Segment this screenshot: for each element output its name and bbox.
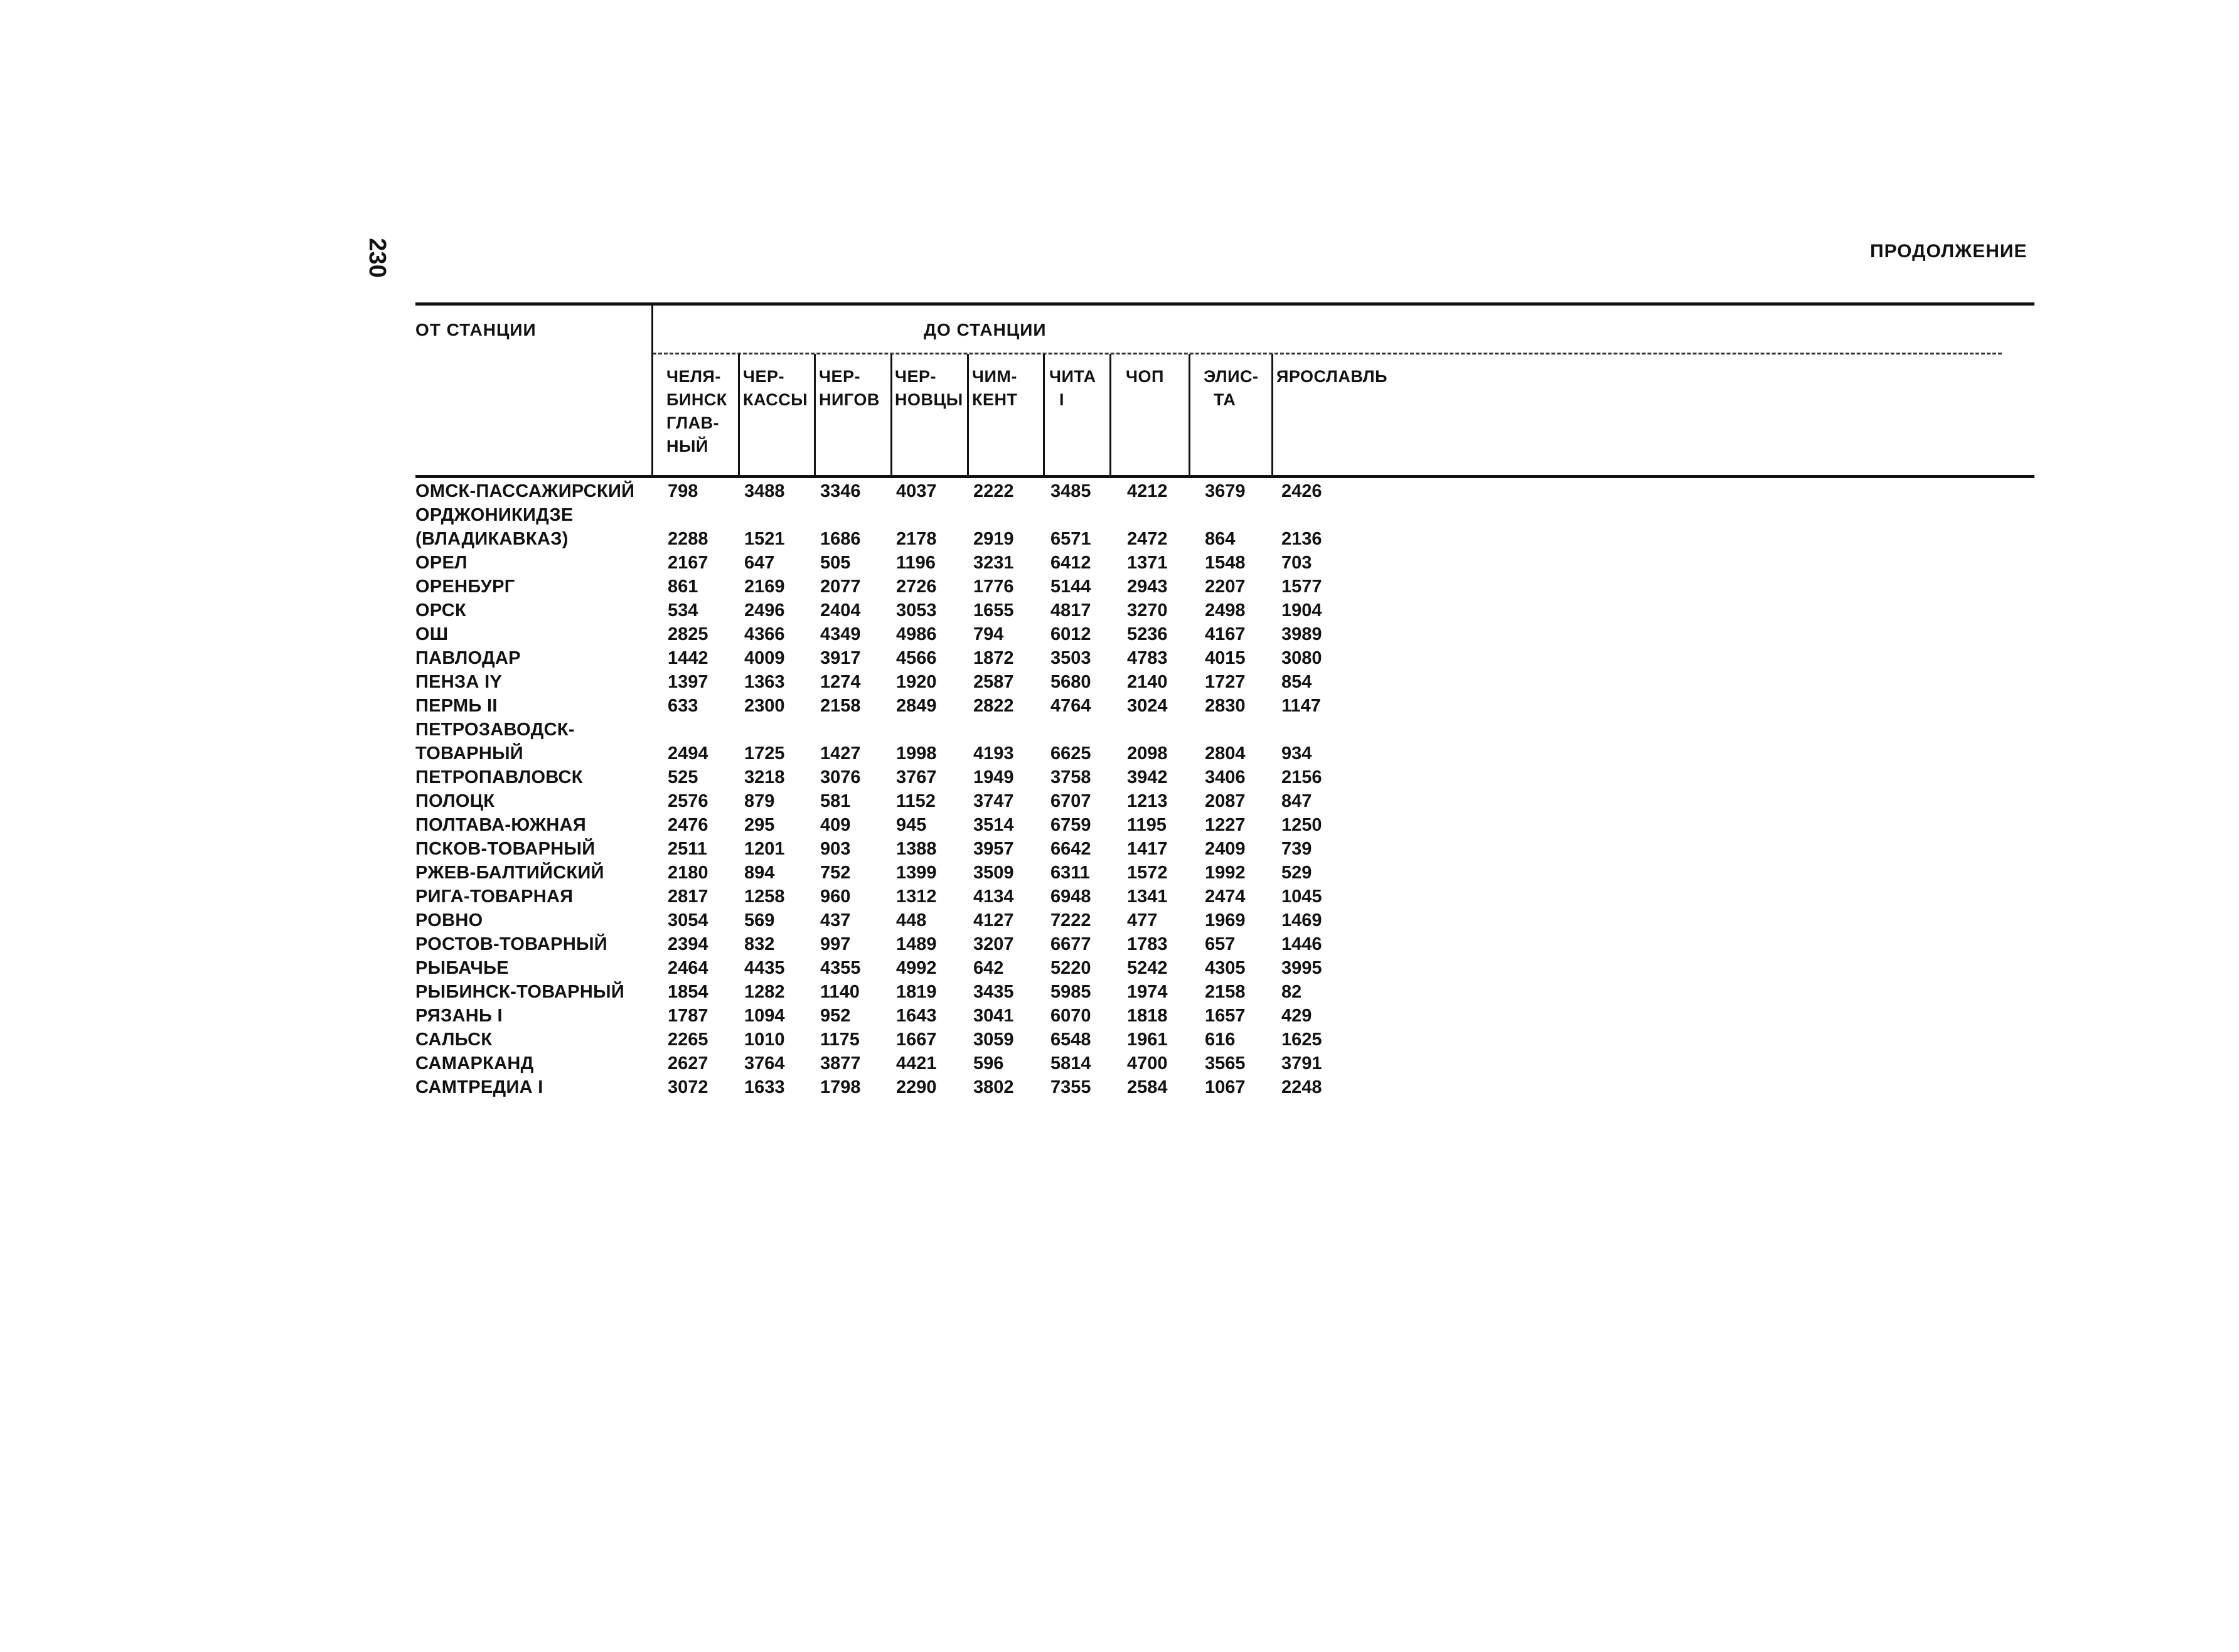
column-divider <box>738 354 740 477</box>
distance-cell: 864 <box>1205 529 1236 549</box>
distance-cell: 861 <box>668 577 698 597</box>
distance-cell: 2158 <box>1205 982 1246 1002</box>
distance-cell: 3942 <box>1127 767 1168 787</box>
station-name: ПЕТРОЗАВОДСК- <box>415 720 575 740</box>
distance-cell: 2265 <box>668 1030 708 1050</box>
distance-cell: 1045 <box>1281 887 1322 907</box>
distance-cell: 4764 <box>1050 696 1091 716</box>
distance-cell: 616 <box>1205 1030 1236 1050</box>
distance-cell: 4127 <box>973 910 1014 930</box>
distance-cell: 2178 <box>896 529 937 549</box>
distance-cell: 3877 <box>820 1053 861 1074</box>
distance-cell: 1282 <box>744 982 785 1002</box>
distance-cell: 3679 <box>1205 481 1246 501</box>
station-column-divider <box>651 304 653 477</box>
distance-cell: 1312 <box>896 887 937 907</box>
distance-cell: 581 <box>820 791 851 811</box>
distance-cell: 1667 <box>896 1030 937 1050</box>
distance-cell: 4349 <box>820 624 861 644</box>
distance-cell: 1818 <box>1127 1006 1168 1026</box>
distance-cell: 2222 <box>973 481 1014 501</box>
distance-cell: 6759 <box>1050 815 1091 835</box>
distance-cell: 2943 <box>1127 577 1168 597</box>
distance-cell: 3485 <box>1050 481 1091 501</box>
distance-cell: 3270 <box>1127 600 1168 621</box>
distance-cell: 2098 <box>1127 743 1168 764</box>
distance-cell: 4037 <box>896 481 937 501</box>
to-station-header: ДО СТАНЦИИ <box>924 320 1047 339</box>
distance-cell: 4015 <box>1205 648 1246 668</box>
distance-cell: 5242 <box>1127 958 1168 978</box>
distance-cell: 1521 <box>744 529 785 549</box>
distance-cell: 2472 <box>1127 529 1168 549</box>
distance-cell: 1776 <box>973 577 1014 597</box>
distance-cell: 429 <box>1281 1006 1312 1026</box>
distance-cell: 2180 <box>668 863 708 883</box>
distance-cell: 6548 <box>1050 1030 1091 1050</box>
distance-cell: 4566 <box>896 648 937 668</box>
distance-cell: 2627 <box>668 1053 708 1074</box>
column-divider <box>1189 354 1190 477</box>
distance-cell: 6642 <box>1050 839 1091 859</box>
distance-cell: 2576 <box>668 791 708 811</box>
distance-cell: 1140 <box>820 982 860 1002</box>
distance-cell: 3957 <box>973 839 1014 859</box>
distance-cell: 5814 <box>1050 1053 1091 1074</box>
station-name: ПСКОВ-ТОВАРНЫЙ <box>415 839 596 859</box>
distance-cell: 1446 <box>1281 934 1322 954</box>
station-name: САМТРЕДИА I <box>415 1077 543 1097</box>
distance-cell: 2167 <box>668 553 708 573</box>
distance-cell: 3072 <box>668 1077 708 1097</box>
distance-cell: 3231 <box>973 553 1014 573</box>
distance-cell: 1067 <box>1205 1077 1246 1097</box>
distance-cell: 5680 <box>1050 672 1091 692</box>
distance-cell: 3024 <box>1127 696 1168 716</box>
distance-cell: 3218 <box>744 767 785 787</box>
station-name: ПЕНЗА IY <box>415 672 503 692</box>
distance-cell: 2077 <box>820 577 861 597</box>
distance-cell: 633 <box>668 696 698 716</box>
station-name: САЛЬСК <box>415 1030 493 1050</box>
distance-cell: 2248 <box>1281 1077 1322 1097</box>
column-header-chernovtsy: ЧЕР- НОВЦЫ <box>895 367 963 409</box>
station-name: ОРЕЛ <box>415 553 468 573</box>
distance-cell: 647 <box>744 553 775 573</box>
distance-cell: 6070 <box>1050 1006 1091 1026</box>
distance-cell: 2207 <box>1205 577 1246 597</box>
table-top-rule <box>415 302 2034 306</box>
distance-cell: 752 <box>820 863 851 883</box>
column-divider <box>1109 354 1111 477</box>
station-name: РЯЗАНЬ I <box>415 1006 503 1026</box>
distance-cell: 1577 <box>1281 577 1322 597</box>
station-name: РИГА-ТОВАРНАЯ <box>415 887 574 907</box>
distance-cell: 5985 <box>1050 982 1091 1002</box>
distance-cell: 703 <box>1281 553 1312 573</box>
distance-cell: 4305 <box>1205 958 1246 978</box>
distance-cell: 1798 <box>820 1077 861 1097</box>
station-name: РЫБАЧЬЕ <box>415 958 509 978</box>
distance-cell: 3041 <box>973 1006 1014 1026</box>
column-header-chimkent: ЧИМ- КЕНТ <box>972 367 1018 409</box>
distance-cell: 3747 <box>973 791 1014 811</box>
distance-cell: 2726 <box>896 577 937 597</box>
distance-cell: 1974 <box>1127 982 1168 1002</box>
distance-cell: 4421 <box>896 1053 937 1074</box>
station-name: ОРЕНБУРГ <box>415 577 515 597</box>
distance-cell: 1195 <box>1127 815 1167 835</box>
station-name: ОМСК-ПАССАЖИРСКИЙ <box>415 481 635 501</box>
distance-cell: 1783 <box>1127 934 1168 954</box>
distance-cell: 794 <box>973 624 1004 644</box>
distance-cell: 529 <box>1281 863 1312 883</box>
continuation-label: ПРОДОЛЖЕНИЕ <box>1870 241 2028 262</box>
distance-cell: 2849 <box>896 696 937 716</box>
distance-cell: 2584 <box>1127 1077 1168 1097</box>
distance-cell: 1489 <box>896 934 937 954</box>
distance-cell: 6012 <box>1050 624 1091 644</box>
distance-cell: 2404 <box>820 600 861 621</box>
page-number: 230 <box>364 238 390 278</box>
distance-cell: 1417 <box>1127 839 1168 859</box>
distance-cell: 4817 <box>1050 600 1091 621</box>
distance-cell: 409 <box>820 815 851 835</box>
distance-cell: 5144 <box>1050 577 1091 597</box>
distance-cell: 1227 <box>1205 815 1246 835</box>
from-station-header: ОТ СТАНЦИИ <box>415 320 537 339</box>
distance-cell: 1969 <box>1205 910 1246 930</box>
column-header-yaroslavl: ЯРОСЛАВЛЬ <box>1276 367 1388 386</box>
distance-cell: 295 <box>744 815 775 835</box>
station-name: САМАРКАНД <box>415 1053 534 1074</box>
distance-cell: 6948 <box>1050 887 1091 907</box>
distance-cell: 534 <box>668 600 698 621</box>
station-name: ОРДЖОНИКИДЗЕ <box>415 505 574 525</box>
distance-cell: 2587 <box>973 672 1014 692</box>
distance-cell: 879 <box>744 791 775 811</box>
distance-cell: 2087 <box>1205 791 1246 811</box>
distance-cell: 1725 <box>744 743 785 764</box>
distance-cell: 1657 <box>1205 1006 1246 1026</box>
distance-cell: 1904 <box>1281 600 1322 621</box>
distance-cell: 3435 <box>973 982 1014 1002</box>
distance-cell: 4700 <box>1127 1053 1168 1074</box>
distance-cell: 3076 <box>820 767 861 787</box>
distance-cell: 2426 <box>1281 481 1322 501</box>
distance-cell: 569 <box>744 910 775 930</box>
distance-cell: 960 <box>820 887 851 907</box>
distance-cell: 1625 <box>1281 1030 1322 1050</box>
distance-cell: 2498 <box>1205 600 1246 621</box>
distance-cell: 3565 <box>1205 1053 1246 1074</box>
distance-cell: 3053 <box>896 600 937 621</box>
distance-cell: 2140 <box>1127 672 1168 692</box>
distance-cell: 6677 <box>1050 934 1091 954</box>
distance-cell: 2496 <box>744 600 785 621</box>
distance-cell: 2825 <box>668 624 708 644</box>
distance-cell: 1442 <box>668 648 708 668</box>
column-divider <box>1271 354 1273 477</box>
distance-cell: 894 <box>744 863 775 883</box>
distance-cell: 1819 <box>896 982 937 1002</box>
station-name: РЫБИНСК-ТОВАРНЫЙ <box>415 982 624 1002</box>
column-header-chop: ЧОП <box>1126 367 1164 386</box>
distance-cell: 525 <box>668 767 698 787</box>
distance-cell: 903 <box>820 839 851 859</box>
distance-cell: 2290 <box>896 1077 937 1097</box>
distance-cell: 847 <box>1281 791 1312 811</box>
distance-cell: 6311 <box>1050 863 1090 883</box>
distance-cell: 2288 <box>668 529 708 549</box>
distance-cell: 2464 <box>668 958 708 978</box>
distance-cell: 2494 <box>668 743 708 764</box>
distance-cell: 4212 <box>1127 481 1168 501</box>
distance-cell: 854 <box>1281 672 1312 692</box>
distance-cell: 2409 <box>1205 839 1246 859</box>
distance-cell: 448 <box>896 910 927 930</box>
distance-cell: 798 <box>668 481 698 501</box>
distance-cell: 945 <box>896 815 927 835</box>
distance-cell: 1854 <box>668 982 708 1002</box>
station-name: (ВЛАДИКАВКАЗ) <box>415 529 569 549</box>
distance-cell: 1686 <box>820 529 861 549</box>
station-name: ОШ <box>415 624 449 644</box>
distance-cell: 1727 <box>1205 672 1246 692</box>
distance-cell: 1397 <box>668 672 708 692</box>
distance-cell: 3059 <box>973 1030 1014 1050</box>
column-header-cherkassy: ЧЕР- КАССЫ <box>743 367 808 409</box>
distance-cell: 2474 <box>1205 887 1246 907</box>
distance-cell: 934 <box>1281 743 1312 764</box>
column-header-chita: ЧИТА I <box>1049 367 1096 409</box>
station-name: ПОЛОЦК <box>415 791 495 811</box>
distance-cell: 3995 <box>1281 958 1322 978</box>
distance-cell: 2136 <box>1281 529 1322 549</box>
distance-cell: 3406 <box>1205 767 1246 787</box>
distance-cell: 4009 <box>744 648 785 668</box>
distance-cell: 3917 <box>820 648 861 668</box>
distance-cell: 596 <box>973 1053 1004 1074</box>
distance-cell: 3503 <box>1050 648 1091 668</box>
distance-cell: 4355 <box>820 958 861 978</box>
distance-cell: 3802 <box>973 1077 1014 1097</box>
distance-cell: 3989 <box>1281 624 1322 644</box>
distance-cell: 4193 <box>973 743 1014 764</box>
distance-cell: 1175 <box>820 1030 860 1050</box>
station-name: ПАВЛОДАР <box>415 648 521 668</box>
distance-cell: 3346 <box>820 481 861 501</box>
distance-cell: 739 <box>1281 839 1312 859</box>
distance-cell: 82 <box>1281 982 1302 1002</box>
station-name: ОРСК <box>415 600 467 621</box>
distance-cell: 6625 <box>1050 743 1091 764</box>
distance-cell: 1998 <box>896 743 937 764</box>
distance-cell: 505 <box>820 553 851 573</box>
distance-cell: 1094 <box>744 1006 785 1026</box>
station-name: РОВНО <box>415 910 483 930</box>
station-name: ПЕТРОПАВЛОВСК <box>415 767 583 787</box>
column-header-elista: ЭЛИС- ТА <box>1204 367 1259 409</box>
distance-cell: 4134 <box>973 887 1014 907</box>
distance-cell: 6571 <box>1050 529 1091 549</box>
header-bottom-rule <box>415 475 2034 478</box>
distance-cell: 952 <box>820 1006 851 1026</box>
distance-cell: 2817 <box>668 887 708 907</box>
distance-cell: 3767 <box>896 767 937 787</box>
distance-cell: 4783 <box>1127 648 1168 668</box>
distance-cell: 1920 <box>896 672 937 692</box>
distance-cell: 2830 <box>1205 696 1246 716</box>
distance-cell: 1399 <box>896 863 937 883</box>
distance-cell: 642 <box>973 958 1004 978</box>
distance-cell: 2300 <box>744 696 785 716</box>
station-name: ПЕРМЬ II <box>415 696 498 716</box>
distance-cell: 1548 <box>1205 553 1246 573</box>
distance-cell: 1643 <box>896 1006 937 1026</box>
distance-cell: 2804 <box>1205 743 1246 764</box>
distance-cell: 997 <box>820 934 851 954</box>
header-dashed-rule <box>653 353 2002 354</box>
distance-cell: 1872 <box>973 648 1014 668</box>
distance-cell: 7222 <box>1050 910 1091 930</box>
distance-cell: 4992 <box>896 958 937 978</box>
distance-cell: 1961 <box>1127 1030 1168 1050</box>
distance-cell: 1152 <box>896 791 936 811</box>
distance-cell: 1201 <box>744 839 785 859</box>
distance-cell: 5236 <box>1127 624 1168 644</box>
distance-cell: 3764 <box>744 1053 785 1074</box>
distance-cell: 1147 <box>1281 696 1321 716</box>
distance-cell: 2156 <box>1281 767 1322 787</box>
distance-cell: 1258 <box>744 887 785 907</box>
distance-cell: 477 <box>1127 910 1158 930</box>
column-divider <box>890 354 892 477</box>
distance-cell: 1572 <box>1127 863 1168 883</box>
distance-cell: 1388 <box>896 839 937 859</box>
distance-cell: 6412 <box>1050 553 1091 573</box>
distance-cell: 832 <box>744 934 775 954</box>
distance-cell: 1633 <box>744 1077 785 1097</box>
distance-cell: 3514 <box>973 815 1014 835</box>
distance-cell: 2919 <box>973 529 1014 549</box>
distance-cell: 1949 <box>973 767 1014 787</box>
distance-cell: 2394 <box>668 934 708 954</box>
distance-cell: 1250 <box>1281 815 1322 835</box>
distance-cell: 6707 <box>1050 791 1091 811</box>
distance-cell: 2158 <box>820 696 861 716</box>
station-name: РОСТОВ-ТОВАРНЫЙ <box>415 934 607 954</box>
distance-cell: 657 <box>1205 934 1236 954</box>
distance-cell: 3791 <box>1281 1053 1322 1074</box>
column-divider <box>1043 354 1045 477</box>
distance-cell: 5220 <box>1050 958 1091 978</box>
distance-cell: 1363 <box>744 672 785 692</box>
distance-cell: 1992 <box>1205 863 1246 883</box>
station-name: РЖЕВ-БАЛТИЙСКИЙ <box>415 863 604 883</box>
column-header-chelyabinsk: ЧЕЛЯ- БИНСК ГЛАВ- НЫЙ <box>666 367 727 456</box>
distance-cell: 3758 <box>1050 767 1091 787</box>
distance-cell: 3509 <box>973 863 1014 883</box>
distance-cell: 3488 <box>744 481 785 501</box>
column-header-chernigov: ЧЕР- НИГОВ <box>819 367 880 409</box>
distance-cell: 7355 <box>1050 1077 1091 1097</box>
distance-cell: 437 <box>820 910 851 930</box>
distance-cell: 1274 <box>820 672 861 692</box>
distance-cell: 4366 <box>744 624 785 644</box>
station-name: ТОВАРНЫЙ <box>415 743 523 764</box>
distance-cell: 3207 <box>973 934 1014 954</box>
distance-cell: 2822 <box>973 696 1014 716</box>
distance-cell: 1787 <box>668 1006 708 1026</box>
distance-cell: 1196 <box>896 553 936 573</box>
distance-cell: 3080 <box>1281 648 1322 668</box>
distance-cell: 3054 <box>668 910 708 930</box>
distance-cell: 1341 <box>1127 887 1168 907</box>
distance-cell: 2169 <box>744 577 785 597</box>
distance-cell: 4986 <box>896 624 937 644</box>
distance-cell: 4167 <box>1205 624 1246 644</box>
column-divider <box>814 354 816 477</box>
column-divider <box>967 354 969 477</box>
station-name: ПОЛТАВА-ЮЖНАЯ <box>415 815 586 835</box>
distance-cell: 1469 <box>1281 910 1322 930</box>
distance-cell: 4435 <box>744 958 785 978</box>
distance-cell: 1371 <box>1127 553 1168 573</box>
distance-cell: 2476 <box>668 815 708 835</box>
distance-cell: 1213 <box>1127 791 1168 811</box>
distance-cell: 2511 <box>668 839 707 859</box>
distance-cell: 1010 <box>744 1030 785 1050</box>
distance-cell: 1655 <box>973 600 1014 621</box>
distance-cell: 1427 <box>820 743 861 764</box>
